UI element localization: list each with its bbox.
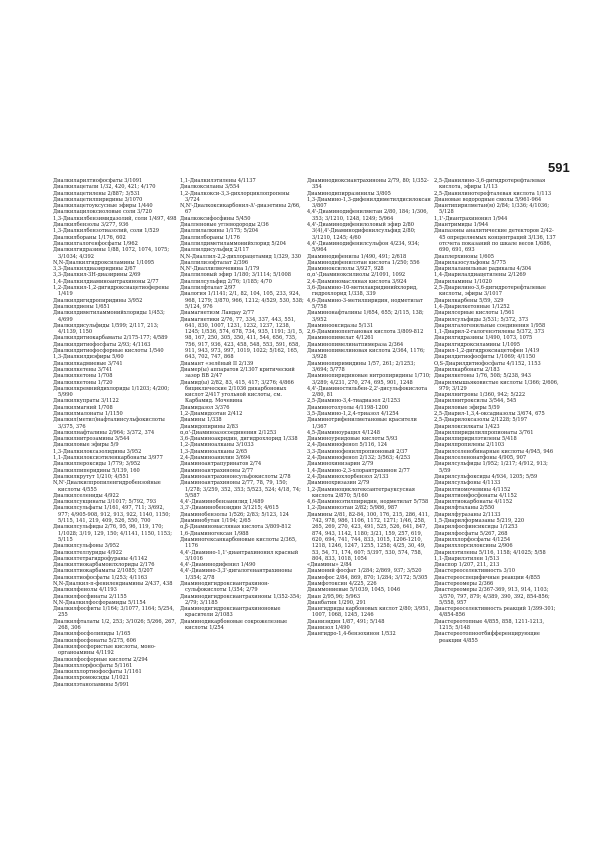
index-entry: Диалкилхлортиофосфаты 1/1161 bbox=[53, 669, 142, 676]
index-entry: Диалкилфосфиты 1/164; 3/1077, 1164; 5/254, 255 bbox=[53, 606, 175, 619]
index-entry: Диалкилнафталины 2/964; 3/372, 374 bbox=[53, 429, 155, 436]
index-entry: Диастереотопные 4/855, 858, 1211-1213, 1215; 5/148 bbox=[434, 618, 545, 632]
index-entry: Диарилфуразаны 2/1133 bbox=[434, 511, 501, 518]
index-entry: Диарилазосульфоны 5/775 bbox=[434, 259, 507, 266]
index-entry: Диалкилбензолы 3/277, 936 bbox=[53, 222, 129, 229]
index-entry: 4,4'-Диамино-3,3'-дигалогенантрахиноны 1/354; 2/78 bbox=[180, 568, 292, 581]
index-entry: Диамофос 2/84, 869, 870; 1/284; 3/172; 5/305 bbox=[307, 574, 428, 581]
index-entry: Диалогия 1/1141; 2/1, 82, 104, 105, 233, 924, 968, 1279; 3/870, 966, 1212; 4/529, 530, 538; 5/124, 976 bbox=[180, 291, 304, 310]
index-entry: 3,3-Диаминофенилпропионовый 2/37 bbox=[307, 448, 408, 455]
index-entry: 1,4-Диалкилдиаминоантрахиноны 2/77 bbox=[53, 278, 159, 285]
index-entry: Диаминоантрахиноны 2/77, 78, 79, 150; 1/278; 3/259, 352, 353; 5/523, 524; 4/18, 74; 5/587 bbox=[180, 480, 301, 499]
index-entry: Диаминооксидазы 5/131 bbox=[307, 322, 374, 329]
index-entry: Диарилоксилкаты 1/423 bbox=[434, 423, 500, 430]
index-entry: Диаминотолуолы 4/1198-1200 bbox=[307, 404, 389, 411]
index-entry: Диаминохинизарин 2/79 bbox=[307, 461, 374, 468]
index-entry: Диаллилдисульфид 2/117 bbox=[180, 247, 249, 254]
index-entry: N,N'-Диалкилпропиленгидробензойные кислоты 4/555 bbox=[53, 480, 161, 493]
index-columns bbox=[53, 178, 559, 838]
index-entry: Диарилтиомочевины 4/1152 bbox=[434, 486, 511, 493]
index-entry: 4,4'-Диаминодифенилсульфон 4/234, 934; 5/964 bbox=[307, 240, 420, 254]
index-entry: Диалкоксифосфины 5/450 bbox=[180, 215, 251, 222]
index-entry: Диаминобензолы 1/526; 2/83; 5/123, 124 bbox=[180, 511, 290, 518]
index-entry: Диалкиларилтиофосфаты 3/1091 bbox=[53, 178, 143, 184]
index-entry: Диаминопимелинатпимераза 2/364 bbox=[307, 341, 404, 348]
index-entry: Диалкилкремнийдихлориды 1/1203; 4/200; 5/990 bbox=[53, 385, 170, 399]
index-entry: Диарилпропилены 2/1103 bbox=[434, 442, 505, 449]
index-entry: Диарилселенонатфоны 4/905, 907 bbox=[434, 455, 527, 462]
index-entry: Диалкилтиокарбаматы 2/1085; 5/207 bbox=[53, 568, 153, 575]
index-entry: Диарилпиридилэтилены 5/418 bbox=[434, 436, 517, 443]
index-entry: Диалкилфталаты 1/2, 253; 3/1026; 5/266, 267, 268, 306 bbox=[53, 618, 177, 632]
index-entry: α,α'-Диаминоксилиолы 2/1091, 1092 bbox=[307, 272, 406, 279]
index-entry: Диарилаланильные радикалы 4/304 bbox=[434, 266, 532, 273]
index-entry: Диалкиловые эфиры 5/9 bbox=[53, 442, 119, 449]
index-entry: N,N-Диаллил-2,2-дихлорацетамид 1/329, 330 bbox=[180, 253, 302, 260]
index-entry: Диарилхлорсилоксины 2/906 bbox=[434, 543, 513, 550]
index-entry: 1,1'-Диантрахинонил 1/944 bbox=[434, 215, 508, 222]
index-entry: 1,2-Диаминоциклогексантетрауксусная кислота 2/870; 5/160 bbox=[307, 486, 415, 499]
index-entry: Диалкилацетилпиридины 3/1070 bbox=[53, 196, 143, 203]
index-entry: Диаминодиоксиантрахиноны 2/79, 80; 1/352-354 bbox=[307, 178, 429, 191]
index-entry: 1,3-Диалкилоксазолидины 3/952 bbox=[53, 448, 142, 455]
index-entry: Диалкилхромоксиды 1/1021 bbox=[53, 675, 130, 682]
index-entry: Диантримиды 1/944 bbox=[434, 222, 489, 229]
index-column-2 bbox=[180, 178, 304, 838]
index-entry: Диалкилфосфористые кислоты, моно-органоамины 4/1192 bbox=[53, 643, 156, 657]
index-entry: Диарилкарбонаты 2/183 bbox=[434, 366, 500, 373]
index-entry: 4,4'-Диаминодифенилоловый эфир 2/80 3(4),4'-Диаминодифенилсульфид 2/80; 3/1210, 1245; 4/60 bbox=[307, 222, 416, 241]
index-entry: Диалкилгалогенфосфаты 1/962 bbox=[53, 240, 138, 247]
index-entry: Диалкилдиены 1/651 bbox=[53, 303, 110, 310]
index-entry: Диаминодифенилэтан кислота 1/250; 556 bbox=[307, 259, 420, 266]
index-entry: Диаминопиридиновые нитропиридины 1/710; 3/289; 4/231, 270, 274, 695, 901, 1248 bbox=[307, 373, 431, 386]
index-column-1 bbox=[53, 178, 177, 838]
index-entry: Диаммониевые 5/1039, 1045, 1046 bbox=[307, 587, 401, 594]
index-entry: Диаминопиримидины 1/57, 261; 2/1253; 3/694; 5/778 bbox=[307, 360, 416, 373]
index-column-4 bbox=[434, 178, 560, 838]
index-entry: 1,1-Диарилэтилен 1/513 bbox=[434, 555, 500, 562]
index-entry: Диалкилсукцинаты 3/1017; 5/792, 793 bbox=[53, 499, 157, 506]
index-entry: Диарилтионфосфонаты 4/1152 bbox=[434, 492, 517, 499]
index-entry: 3,3'-Диаминобензидин 3/1215; 4/615 bbox=[180, 505, 279, 512]
index-entry: 2,4-Диаминофенол 5/116, 124 bbox=[307, 442, 388, 449]
index-entry: Диалкилтиокарбамоилхлориды 2/176 bbox=[53, 562, 155, 569]
index-entry: 1,2-Диаминоэтан 2/82; 5/986, 987 bbox=[307, 505, 398, 512]
index-entry: Диарил-1,2-дигидроксиацетофен 1/419 bbox=[434, 348, 540, 355]
index-entry: Диарилсерные кислоты 1/561 bbox=[434, 310, 515, 317]
index-entry: 4,5-Диаминоурацил 4/1248 bbox=[307, 429, 380, 436]
index-entry: 2,5-Диарил-1,3,4-оксадиазолы 3/674, 675 bbox=[434, 410, 545, 417]
index-entry: Диановые водородные смолы 5/961-964 bbox=[434, 196, 542, 203]
index-entry: 2,5-Дианилино-3,6-дигидротерефталевая кислота, эфиры 1/113 bbox=[434, 178, 546, 191]
index-entry: Диарилтиокарбонаты 4/1152 bbox=[434, 499, 513, 506]
index-entry: 3,3-Диалкилдиазиридины 2/67 bbox=[53, 266, 136, 273]
index-entry: Диарилселенобинарные кислоты 4/945, 946 bbox=[434, 448, 554, 455]
index-entry: 1,6-Диаминогексан 1/988 bbox=[180, 530, 249, 537]
index-entry: N,N-Диалкилфосфорамиды 5/1154 bbox=[53, 599, 146, 606]
index-entry: Дианбатин 1/290, 291 bbox=[307, 599, 366, 606]
index-entry: Диантипирилметан(м) 2/84; 1/336; 4/1036; 5/128 bbox=[434, 203, 550, 216]
index-entry: Диаплерхиноны 1/605 bbox=[434, 253, 494, 260]
index-entry: Диарилсульфоксиды 4/934, 1205; 5/59 bbox=[434, 473, 538, 480]
index-entry: 2,5-Дианилинотерефталевая кислота 1/113 bbox=[434, 190, 552, 197]
index-entry: Диаллилбораны 1/176 bbox=[180, 234, 240, 241]
index-entry: Диаминохризазин 2/79 bbox=[307, 480, 370, 487]
index-entry: Диалкилтетрагидрофураны 4/1142 bbox=[53, 555, 148, 562]
index-entry: Диаминогексанкарбоновые кислоты 2/365, 1176 bbox=[180, 536, 297, 550]
index-entry: Диалкилхлорфосфаты 5/1161 bbox=[53, 662, 133, 669]
index-entry: Диалкилкетоны 1/708 bbox=[53, 373, 113, 380]
index-entry: Диаллилдиметиламмонийхлорид 5/204 bbox=[180, 240, 287, 247]
index-entry: Диарилфосфаты 5/267, 268 bbox=[434, 530, 508, 537]
index-entry: Диалкилсульфиды 2/76, 95, 96, 119, 170; 1/1028; 3/19, 129, 150; 4/1141, 1150, 1153; 5/115 bbox=[53, 524, 172, 543]
index-entry: Дианизол 1/490 bbox=[307, 625, 350, 632]
index-entry: 2,6-Диаминопентановая кислота 3/809-812 bbox=[307, 329, 424, 336]
index-entry: Диамоний фосфат 1/284; 2/869, 937; 3/520 bbox=[307, 568, 422, 575]
index-entry: Диалленовые углеводороды 2/36 bbox=[180, 222, 269, 229]
index-entry: «Диамины» 2/84 bbox=[307, 562, 352, 569]
index-entry: 1,1-Диалкилоксиэтиленкарбонаты 3/977 bbox=[53, 455, 163, 462]
index-entry: Диаллилалкины 1/175; 5/204 bbox=[180, 228, 259, 235]
index-entry: Диастереомеры 2/366 bbox=[434, 581, 494, 587]
index-entry: 3,3-Диалкил-3Н-диазирины 2/69 bbox=[53, 272, 141, 279]
page-number: 591 bbox=[548, 160, 570, 175]
index-entry: Диаспор 1/207, 211, 213 bbox=[434, 562, 500, 569]
index-entry: 2,4-Диаминомасляная кислота 3/924 bbox=[307, 278, 407, 285]
index-entry: Диалкилкупраты 3/1122 bbox=[53, 398, 119, 405]
index-entry: Диаллилфталат 2/97 bbox=[180, 285, 236, 292]
index-entry: Диалкилдитиокарбаматы 2/175-177; 4/589 bbox=[53, 335, 168, 342]
index-entry: Диариламины 1/1020 bbox=[434, 278, 492, 285]
index-entry: 1,1-Диалкилэтилены 4/1137 bbox=[180, 178, 256, 184]
index-entry: Диалкилтеллуриды 4/922 bbox=[53, 549, 123, 556]
index-entry: 1,3-Диалкилбензотиазолий, соли 1/529 bbox=[53, 228, 159, 235]
index-entry: Диалкилдитиофосфаты 2/93; 4/1163 bbox=[53, 341, 151, 348]
index-entry: Диаминодигидроксиантрахинон-сульфокислоты 1/354; 2/79 bbox=[180, 581, 270, 594]
index-entry: Диарилэтилены 5/116, 1158; 4/1025; 5/58 bbox=[434, 549, 546, 556]
index-entry: N,N-Диалкилгидроксиламины 1/1095 bbox=[53, 259, 155, 266]
index-entry: Диаминопимелат 4/1261 bbox=[307, 335, 374, 342]
index-entry: Диаминонафталины 1/654, 655; 2/115, 138; 3/952 bbox=[307, 310, 424, 323]
index-entry: Диамидопирины 2/83 bbox=[180, 423, 239, 430]
index-entry: Дианизидин 1/87, 491; 5/148 bbox=[307, 618, 385, 625]
index-entry: 2,5-Диамино-3,4-тиадиазол 2/1253 bbox=[307, 398, 401, 405]
index-entry: Диалкилэтаноламины 5/991 bbox=[53, 681, 130, 688]
index-entry: Диарилфталаны 2/550 bbox=[434, 505, 495, 512]
index-entry: 2,4-Диаминохлорбензол 2/133 bbox=[307, 473, 389, 480]
index-entry: Диалкилфосфинаты 2/1155 bbox=[53, 593, 127, 600]
index-entry: Диалкоксиланы 3/554 bbox=[180, 184, 240, 191]
index-entry: 1,3-Диалкилдиэфиры 5/60 bbox=[53, 354, 124, 361]
index-entry: 4,6-Диамино-3-метилпиридин, нодметилат 5/758 bbox=[307, 297, 423, 310]
index-entry: N,N-Диалкил-п-фенилендиамины 2/437, 438 bbox=[53, 581, 173, 587]
index-entry: 1,4-Диарилалдиацетилены 2/1269 bbox=[434, 272, 526, 279]
index-entry: N,N'-Диаллилмочевина 1/179 bbox=[180, 266, 260, 273]
index-entry: Диалкилфосфорные кислоты 2/294 bbox=[53, 656, 148, 663]
index-entry: Диарилкарбены 5/59, 329 bbox=[434, 297, 504, 304]
index-entry: Диалкилфосфолипиды 1/165 bbox=[53, 631, 131, 638]
index-entry: 4,4'-Диаминодифенил 1/490 bbox=[180, 562, 256, 569]
index-entry: 1,3-Диалкилбензимидазолий, соли 1/497, 498 bbox=[53, 215, 177, 222]
index-entry: Диаллилизофталат 2/396 bbox=[180, 259, 249, 266]
index-entry: Диалкилацетилены 2/887; 3/531 bbox=[53, 190, 141, 197]
index-entry: N,N'-Диалкоксикарбонил-Δ'-диазетины 2/66, 67 bbox=[180, 203, 301, 216]
index-entry: Диарилсульфиды 3/531; 5/372, 373 bbox=[434, 316, 529, 323]
index-entry: Диамер(ы) аппаратов 2/1307 критический зазор ВВ 2/47 bbox=[180, 366, 295, 380]
index-entry: Диамагнетики 2/76, 77, 334, 337, 443, 551, 641, 830, 1007, 1231, 1232, 1237, 1238, 1245; 1/536, 574, 678, 734, 935, 1191; 3/1, 5, 98, 167, 250, 305, 350, 411, 544, 656, 735, 756, 917, 936, 423, 458, 548, 553, 591, 658, 911, 943, 973, 997, 1019, 1022; 5/162, 165, 643, 702, 747, 868 bbox=[180, 316, 304, 361]
index-entry: Диаминодикарбоновые сокрожелезные кислоты 1/254 bbox=[180, 618, 288, 632]
index-entry: Диалкилмагний 1/708 bbox=[53, 404, 113, 411]
index-entry: Диарилнитроны 1/360, 942; 5/222 bbox=[434, 392, 526, 399]
index-entry: Диаминоантрапуринатов 2/74 bbox=[180, 461, 262, 468]
index-entry: 4,4'-Диаминостильбен-2,2'-дисульфокислота 2/80, 81 bbox=[307, 385, 428, 399]
index-entry: 1,4-Диамино-2,3-хлорантрахинон 2/77 bbox=[307, 467, 410, 474]
index-entry: Диалкилселениды 4/922 bbox=[53, 492, 120, 499]
index-entry: Диамфотоксин 4/225, 226 bbox=[307, 581, 377, 587]
index-entry: Диалкил(метил)нафталинсульфокислоты 3/375, 376 bbox=[53, 417, 165, 430]
index-entry: 4,6-Диаминоэтилпиридин, нодметилат 5/758 bbox=[307, 499, 429, 506]
index-entry: α,β-Диаминомасляная кислота 3/809-812 bbox=[180, 524, 292, 531]
index-entry: Диарилгидразины 1/490, 1073, 1075 bbox=[434, 335, 533, 342]
index-entry: Диамины 2/81, 82-84, 100, 176, 215, 286, 411, 742, 978, 986, 1106, 1172, 1271; 1/46, 258, 265, 269, 270, 423, 491, 525, 526, 641, 847, 874, 943, 1142, 1180; 3/21, 159, 257, 619, 620, 694, 741, 744, 833, 1015, 1206-1210, 1218, 1246, 1247, 1255, 1258; 4/25, 30, 49, 53, 54, 71, 174, 607; 5/397, 530, 574, 758, 804, 833, 1018, 1054 bbox=[307, 511, 430, 562]
index-entry: Диалкилкетоны 1/720 bbox=[53, 379, 113, 386]
index-entry: 1,4-Диарилкетонные 1/1252 bbox=[434, 303, 510, 310]
index-entry: 1,2-Диалкил-1,2-дигидроксиацетиоферены 1/419 bbox=[53, 285, 169, 298]
index-entry: Диастереоселективность 3/10 bbox=[434, 568, 515, 575]
index-entry: Диамид(ы) 2/82, 83, 415, 417; 3/276; 4/866 бициклические 2/1036 дикарбоновых кислот 2/417 угольной кислоты, см. Карбамид. Мочевина bbox=[180, 379, 294, 405]
index-entry: Диалкилкетены 3/741 bbox=[53, 366, 113, 373]
index-entry: Диаминоуреидовые кислоты 5/93 bbox=[307, 436, 398, 443]
index-entry: Диаллиловый эфир 1/180; 3/1114; 5/1008 bbox=[180, 272, 291, 279]
index-entry: Диарилгидроксиламины 1/1095 bbox=[434, 341, 521, 348]
index-entry: Диалкилацетали 1/32, 420, 421; 4/170 bbox=[53, 184, 156, 191]
index-entry: 1,2-Диаминоалканы 3/1033 bbox=[180, 442, 254, 449]
index-entry: Диалкилдисульфиды 1/599; 2/117, 213; 4/1139, 1150 bbox=[53, 322, 159, 336]
index-entry: α,α'-Диаминоазосоединения 2/1253 bbox=[180, 429, 277, 436]
index-entry: Диарилмышьяковистые кислоты 1/366; 2/606, 979; 3/129 bbox=[434, 379, 559, 392]
index-entry: Диалкилкрутут 1/210; 4/551 bbox=[53, 473, 130, 480]
index-entry: Диарилдитиофосфиты 1/1069; 4/1150 bbox=[434, 354, 536, 361]
index-entry: Диамагнетизм Ландау 2/77 bbox=[180, 310, 255, 317]
index-entry: Диалкилфосфонаты 5/275, 606 bbox=[53, 637, 137, 644]
index-entry: Диалкилдитиофосфорные кислоты 1/540 bbox=[53, 348, 164, 355]
index-entry: Диастереоспецифичные реакции 4/855 bbox=[434, 574, 541, 581]
index-entry: Диастереомеры 2/367-369, 913, 914, 1103; 3/570, 797, 879; 4/389, 390, 392, 854-856; 5/558, 957 bbox=[434, 587, 550, 606]
index-entry: Диалкилфенолы 4/1193 bbox=[53, 587, 117, 594]
index-entry: Диалкилацетоуксусные эфиры 1/440 bbox=[53, 203, 153, 210]
index-entry: Диалкилпиперидины 5/139, 160 bbox=[53, 467, 140, 474]
index-entry: 3,5-Диамино-1,2,4-триазол 4/1254 bbox=[307, 410, 399, 417]
index-entry: Диаминоантрахинонсульфокислоты 2/78 bbox=[180, 473, 291, 480]
index-entry: 1,3-Диаминоалканы 2/65 bbox=[180, 448, 248, 455]
index-entry: Диаллилсульфид 2/76; 1/185; 4/70 bbox=[180, 278, 272, 285]
index-entry: Диалкилдиметиламмонийхлориды 1/453; 4/699 bbox=[53, 310, 165, 323]
index-entry: 1,3-Диамино-1,3-дифенилдиметилдисилоксан 3/807 bbox=[307, 196, 431, 210]
index-entry: Диангидриды карбоновых кислот 2/80; 3/951, 1007, 1068, 1245, 1246 bbox=[307, 606, 431, 619]
index-entry: 1,2-Диалкокси-3,3-дихлорциклопропены 3/724 bbox=[180, 190, 290, 203]
index-entry: Диалкилдигидропиридины 3/952 bbox=[53, 297, 143, 304]
index-entry: Диарилхлорфосфаты 4/1254 bbox=[434, 536, 511, 543]
index-entry: Диастереотопноотбифференцирующие реакции 4/855 bbox=[434, 631, 540, 644]
index-entry: 2,5-Диарилоксазолы 2/1228; 5/197 bbox=[434, 417, 528, 424]
index-entry: Диамант «зелёный II 2/139 bbox=[180, 360, 254, 367]
index-entry: Диалкилбораны 1/176, 602 bbox=[53, 234, 126, 241]
index-entry: O,S-Диарилдитиофосфаты 4/1152, 1153 bbox=[434, 360, 541, 367]
index-entry: Диаминопимелиновая кислота 2/364, 1176; 3/928 bbox=[307, 348, 425, 361]
index-entry: Диалкилпероксиды 1/779; 3/952 bbox=[53, 461, 141, 468]
index-entry: Диарилнитроксилы 3/544, 545 bbox=[434, 398, 517, 405]
index-entry: Диарилгалогенильные соединения 1/958 bbox=[434, 322, 546, 329]
index-entry: Диарилкетоны 1/76, 508; 5/238, 943 bbox=[434, 373, 531, 380]
index-entry: Диапазоны аналитические детекторов 2/42-45 определяемых концентраций 3/136, 137 отсчета показаний по шкале весов 1/686, 690, 691, 693 bbox=[434, 228, 556, 254]
index-entry: Диарилсульфиды 1/952; 1/217; 4/912, 913; 5/59 bbox=[434, 461, 548, 474]
index-entry: Диаминодифенилы 1/490, 491; 2/618 bbox=[307, 253, 407, 260]
index-entry: 3,6-Диаминоакридин, дигидрохлорид 1/338 bbox=[180, 436, 298, 443]
index-entry: 2,4-Диаминофенол 2/132; 3/563; 4/253 bbox=[307, 455, 411, 462]
index-entry: Диарилпиридилилпропионаты 3/761 bbox=[434, 429, 534, 436]
index-entry: Диарилфосфинсиксиды 1/1253 bbox=[434, 524, 518, 531]
index-entry: Диангидро-1,4-бензохинон 1/532 bbox=[307, 631, 396, 638]
index-entry: 2,4-Диаминоанилин 3/694 bbox=[180, 455, 251, 462]
index-entry: Диаминодигидроксиантрахиноновые красители 2/1083 bbox=[180, 606, 281, 619]
index-entry: Диалкилкадмиевые 3/741 bbox=[53, 360, 123, 367]
index-entry: Диаминоксилолы 3/927, 928 bbox=[307, 266, 384, 273]
index-entry: 1,2-Диамидоэтан 2/412 bbox=[180, 410, 243, 417]
index-entry: Диалкилацилоксиоловые соли 3/720 bbox=[53, 209, 152, 216]
index-entry: Диаминобутан 1/194; 2/65 bbox=[180, 518, 251, 525]
index-entry: 3,6-Диамино-10-метилакридинийхлорид, гидрохлорид 1/338, 339 bbox=[307, 285, 418, 298]
index-entry: Диамины 1/338 bbox=[180, 417, 222, 424]
index-entry: Диалкилсульфоны 3/952 bbox=[53, 543, 120, 550]
index-entry: Диалкилгидразины 1/88, 1072, 1074, 1075; 3/1034; 4/392 bbox=[53, 247, 170, 260]
index-entry: Диаминотрифенилметановые красители 1/367 bbox=[307, 417, 417, 430]
index-entry: 2,5-Диарилино-3,6-дигидротерефталевые кислоты, эфиры 3/1017 bbox=[434, 285, 546, 298]
index-entry: Диалкилнитрозамины 3/544 bbox=[53, 436, 130, 443]
index-entry: 4,4'-Диамино-1,1'-диантрахинонил красный 3/1016 bbox=[180, 549, 299, 562]
index-entry: Диан 2/95,96; 5/963 bbox=[307, 593, 361, 600]
index-entry: 4,4'-Диаминодифенилметан 2/80, 184; 1/306, 353; 3/1210, 1248, 1249; 5/964 bbox=[307, 209, 429, 222]
index-entry: 1,5-Диарилформазаны 5/219, 220 bbox=[434, 518, 525, 525]
index-entry: Диалкилсульфаты 1/161, 497, 711; 3/692, 977; 4/905-908, 912, 913, 922, 1140, 1150; 5/115, 141, 219, 409, 526, 550, 700 bbox=[53, 505, 171, 525]
index-entry: Диарилсульфоны 4/1133 bbox=[434, 480, 501, 487]
index-entry: Диаминодипирразинилы 3/805 bbox=[307, 190, 391, 197]
index-entry: Диаминоантрахиноны 2/77 bbox=[180, 467, 254, 474]
index-entry: Диастереоселективность реакций 1/399-301; 4/854-856 bbox=[434, 606, 556, 619]
index-column-3 bbox=[307, 178, 431, 838]
index-entry: Диаминодигидроксиантрахиноны 1/352-354; 2/79; 3/1185 bbox=[180, 593, 302, 606]
index-entry: 1,1-Диарил-2-галогенэтилены 5/372, 373 bbox=[434, 329, 545, 336]
index-entry: Диариловые эфиры 5/59 bbox=[434, 404, 500, 411]
index-entry: Диалкилмалонаты 1/1150 bbox=[53, 410, 123, 417]
index-entry: Диамидазол 3/376 bbox=[180, 404, 230, 411]
index-entry: 4,4'-Диаминобензанилид 1/489 bbox=[180, 499, 264, 506]
index-entry: Диалкилтиофосфаты 1/253; 4/1163 bbox=[53, 574, 148, 581]
